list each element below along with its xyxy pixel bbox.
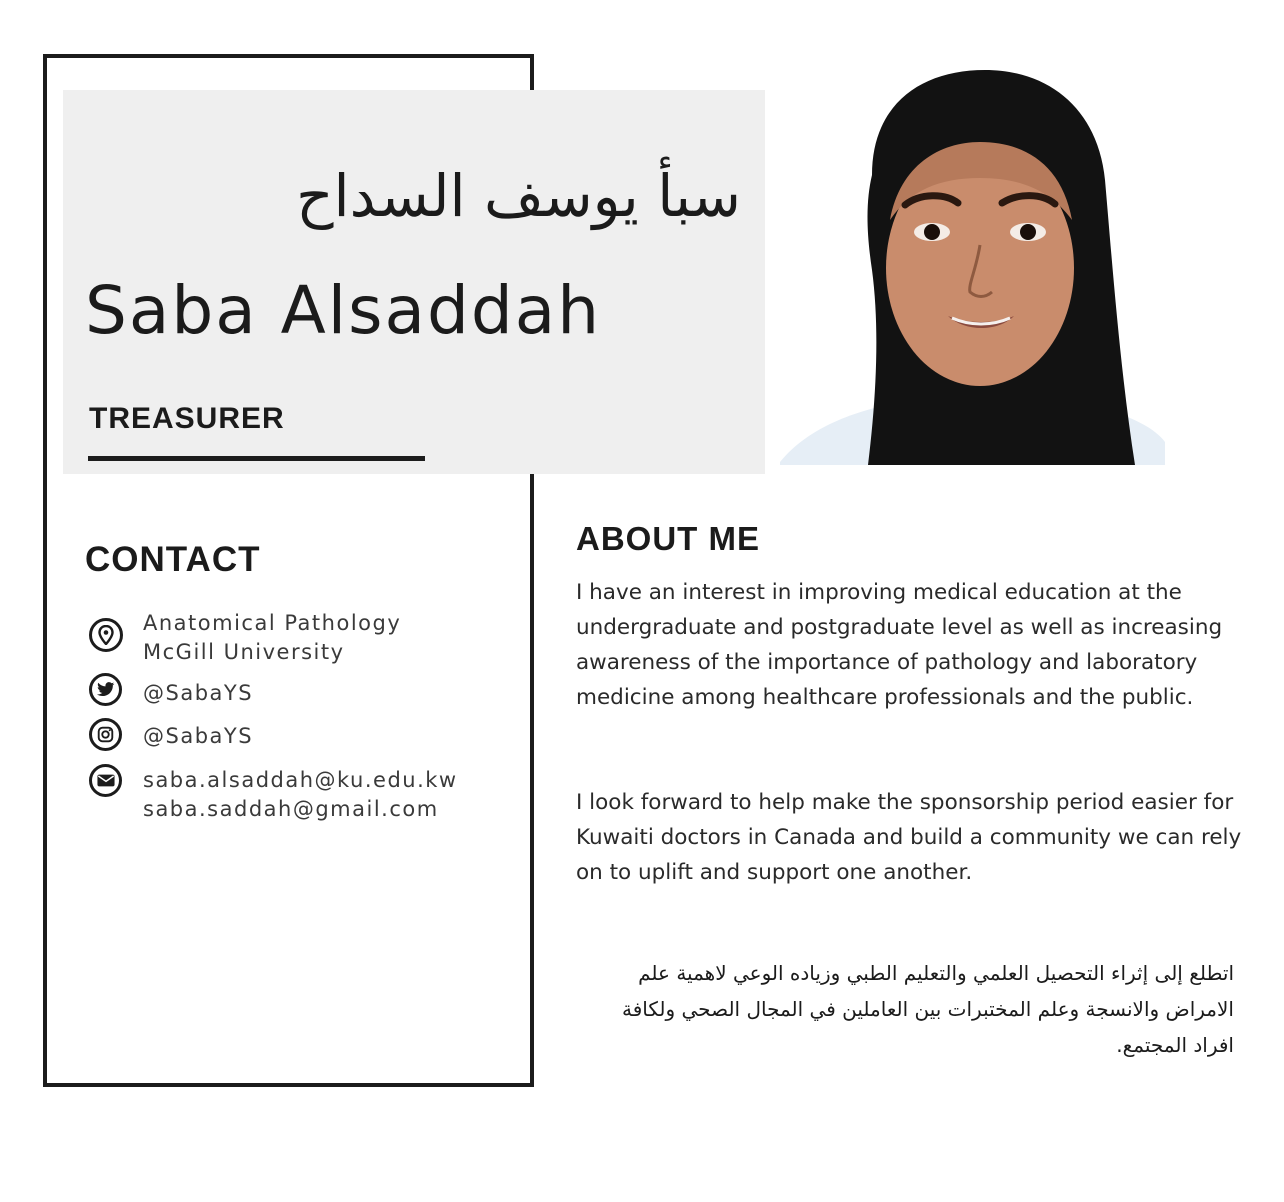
instagram-icon[interactable] [89, 718, 122, 751]
arabic-name: سبأ يوسف السداح [296, 162, 741, 230]
about-arabic-text: اتطلع إلى إثراء التحصيل العلمي والتعليم الطبي وزياده الوعي لاهمية علم الامراض والانسجة وعلم المختبرات بين العاملين في المجال الصحي ولكافة افراد المجتمع. [621, 961, 1234, 1057]
contact-location-line1: Anatomical Pathology [143, 611, 402, 635]
email-icon[interactable] [89, 764, 122, 797]
about-heading: ABOUT ME [576, 520, 760, 557]
name-panel [63, 90, 765, 474]
english-name: Saba Alsaddah [85, 272, 602, 349]
contact-email-line1[interactable]: saba.alsaddah@ku.edu.kw [143, 768, 458, 792]
contact-email-line2[interactable]: saba.saddah@gmail.com [143, 797, 439, 821]
profile-photo [780, 70, 1170, 465]
contact-location [143, 609, 401, 667]
contact-heading: CONTACT [85, 540, 261, 579]
about-paragraph-1: I have an interest in improving medical education at the undergraduate and postgraduate level as well as increasing awareness of the importance of pathology and laboratory medicine among healthcare professionals and the public. [576, 580, 1223, 710]
map-pin-icon [89, 618, 123, 652]
role-underline [88, 456, 425, 461]
contact-instagram[interactable]: @SabaYS [143, 724, 254, 748]
about-paragraph-2: I look forward to help make the sponsorship period easier for Kuwaiti doctors in Canada and build a community we can rely on to uplift and support one another. [576, 790, 1242, 885]
role-title: TREASURER [89, 402, 285, 435]
contact-twitter[interactable]: @SabaYS [143, 681, 254, 705]
contact-email[interactable] [143, 766, 458, 824]
contact-location-line2: McGill University [143, 640, 345, 664]
twitter-icon[interactable] [89, 673, 122, 706]
